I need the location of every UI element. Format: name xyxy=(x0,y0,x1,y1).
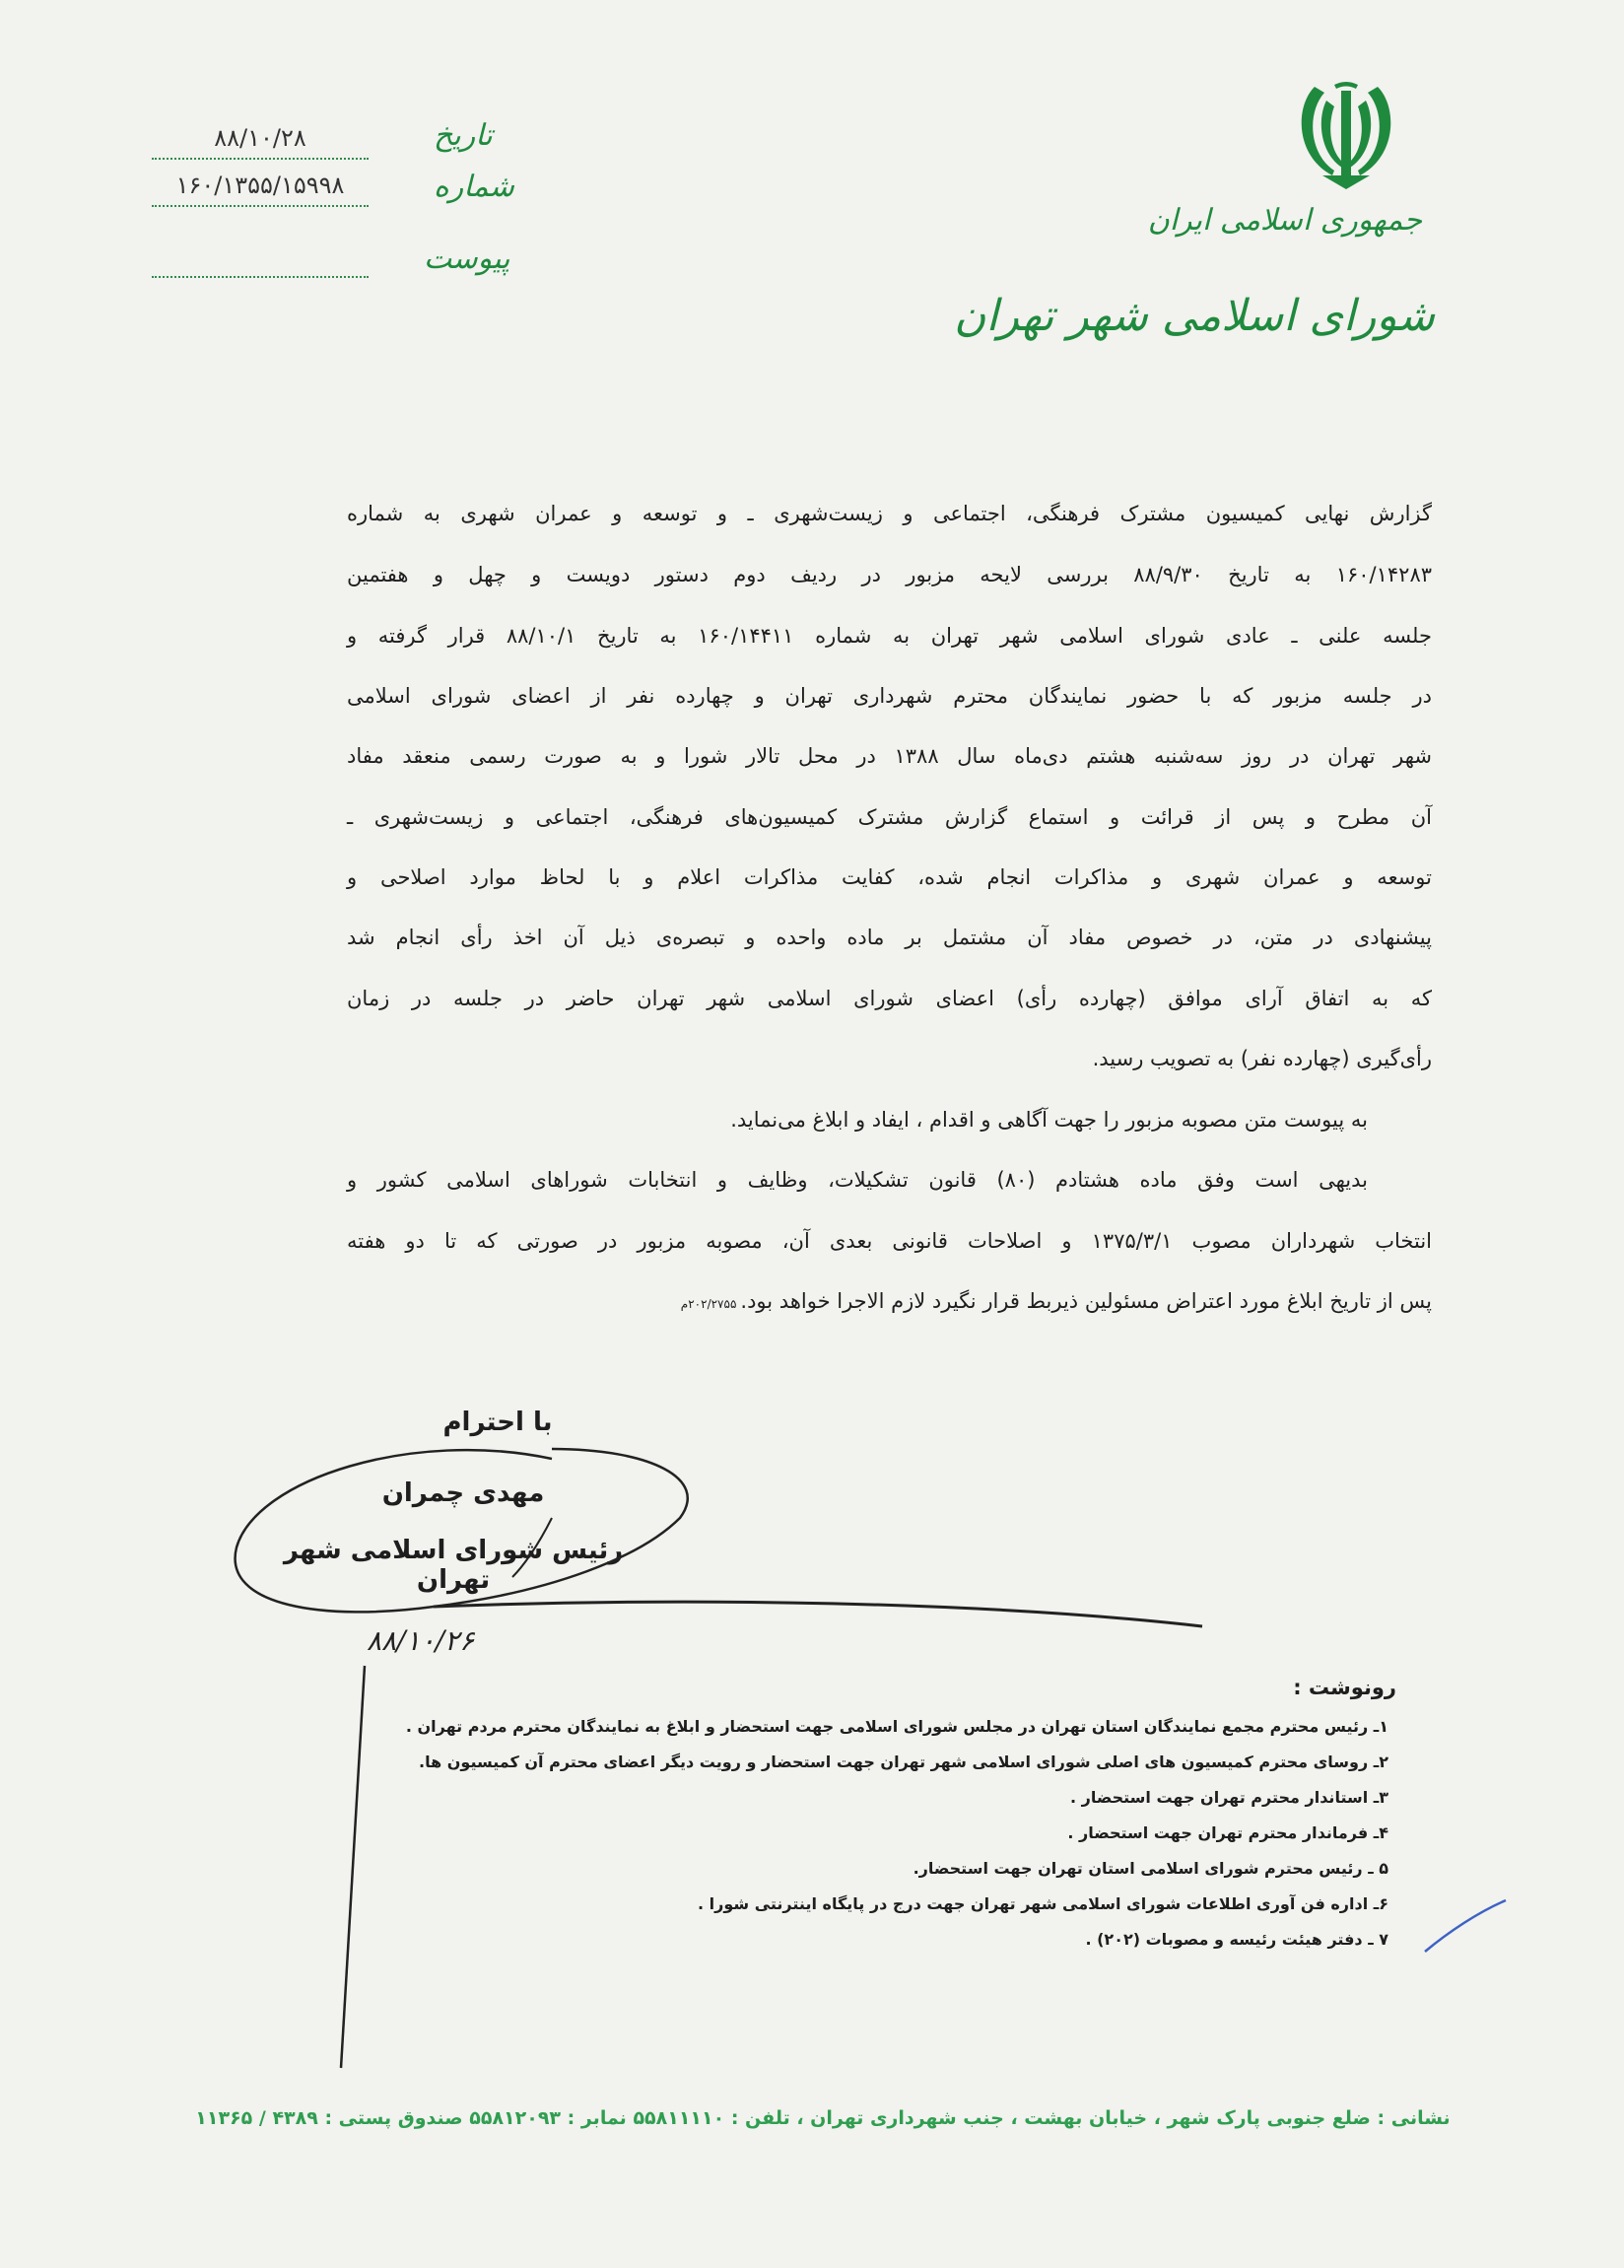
number-value: ۱۶۰/۱۳۵۵/۱۵۹۹۸ xyxy=(152,172,369,207)
copy-item: ۶ـ اداره فن آوری اطلاعات شورای اسلامی شهر تهران جهت درج در پایگاه اینترنتی شورا . xyxy=(698,1894,1388,1913)
copy-item: ۴ـ فرماندار محترم تهران جهت استحضار . xyxy=(1067,1823,1388,1842)
closing-text: با احترام xyxy=(442,1408,553,1437)
attachment-label: پیوست xyxy=(424,241,510,276)
organization-name: شورای اسلامی شهر تهران xyxy=(954,291,1435,341)
date-label: تاریخ xyxy=(434,118,493,153)
date-value: ۸۸/۱۰/۲۸ xyxy=(152,124,369,160)
body-line: ۱۶۰/۱۴۲۸۳ به تاریخ ۸۸/۹/۳۰ بررسی لایحه مزبور در ردیف دوم دستور دویست و چهل و هفتمین xyxy=(347,563,1432,586)
copies-heading: رونوشت : xyxy=(1293,1676,1396,1699)
body-line: بدیهی است وفق ماده هشتادم (۸۰) قانون تشکیلات، وظایف و انتخابات شوراهای اسلامی کشور و xyxy=(347,1168,1369,1192)
body-line: به پیوست متن مصوبه مزبور را جهت آگاهی و اقدام ، ایفاد و ابلاغ می‌نماید. xyxy=(730,1108,1368,1132)
copy-item: ۷ ـ دفتر هیئت رئیسه و مصوبات (۲۰۲) . xyxy=(1085,1930,1388,1949)
country-name: جمهوری اسلامی ایران xyxy=(1147,203,1422,238)
handwritten-date: ۸۸/۱۰/۲۶ xyxy=(367,1624,475,1657)
body-line: شهر تهران در روز سه‌شنبه هشتم دی‌ماه سال ۱۳۸۸ در محل تالار شورا و به صورت رسمی منعقد مفاد xyxy=(347,744,1432,768)
body-line: انتخاب شهرداران مصوب ۱۳۷۵/۳/۱ و اصلاحات قانونی بعدی آن، مصوبه مزبور در صورتی که تا دو هفته xyxy=(347,1229,1432,1253)
reference-code: ۲۰۲/۲۷۵۵م xyxy=(680,1297,737,1311)
body-line: آن مطرح و پس از قرائت و استماع گزارش مشترک کمیسیون‌های فرهنگی، اجتماعی و زیست‌شهری ـ xyxy=(347,805,1432,829)
body-line: توسعه و عمران شهری و مذاکرات انجام شده، کفایت مذاکرات اعلام و با لحاظ موارد اصلاحی و xyxy=(347,865,1432,889)
body-line: که به اتفاق آرای موافق (چهارده رأی) اعضای شورای اسلامی شهر تهران حاضر در جلسه در زمان xyxy=(347,987,1432,1010)
copy-item: ۲ـ روسای محترم کمیسیون های اصلی شورای اسلامی شهر تهران جهت استحضار و رویت دیگر اعضای محترم آن کمیسیون ها. xyxy=(419,1753,1388,1771)
number-label: شماره xyxy=(434,170,514,204)
copy-item: ۱ـ رئیس محترم مجمع نمایندگان استان تهران در مجلس شورای اسلامی جهت استحضار و ابلاغ به نمایندگان محترم مردم تهران . xyxy=(405,1717,1388,1736)
body-line: جلسه علنی ـ عادی شورای اسلامی شهر تهران به شماره ۱۶۰/۱۴۴۱۱ به تاریخ ۸۸/۱۰/۱ قرار گرفته و xyxy=(347,624,1432,648)
signatory-title: رئیس شورای اسلامی شهر تهران xyxy=(283,1536,624,1595)
copy-item: ۳ـ استاندار محترم تهران جهت استحضار . xyxy=(1069,1788,1388,1807)
body-line: گزارش نهایی کمیسیون مشترک فرهنگی، اجتماعی و زیست‌شهری ـ و توسعه و عمران شهری به شماره xyxy=(347,502,1432,525)
signatory-name: مهدی چمران xyxy=(381,1478,545,1508)
body-line: پیشنهادی در متن، در خصوص مفاد آن مشتمل بر ماده واحده و تبصره‌ی ذیل آن اخذ رأی انجام شد xyxy=(347,926,1432,949)
body-line: رأی‌گیری (چهارده نفر) به تصویب رسید. xyxy=(1092,1047,1432,1070)
body-last-line-text: پس از تاریخ ابلاغ مورد اعتراض مسئولین ذیربط قرار نگیرد لازم الاجرا خواهد بود. xyxy=(740,1289,1432,1313)
body-line: در جلسه مزبور که با حضور نمایندگان محترم شهرداری تهران و چهارده نفر از اعضای شورای اسلامی xyxy=(347,684,1432,708)
footer-address: نشانی : ضلع جنوبی پارک شهر ، خیابان بهشت ، جنب شهرداری تهران ، تلفن : ۵۵۸۱۱۱۱۰ نمابر : ۵۵۸۱۲۰۹۳ صندوق پستی : ۴۳۸۹ / ۱۱۳۶۵ xyxy=(195,2107,1451,2129)
copy-item: ۵ ـ رئیس محترم شورای اسلامی استان تهران جهت استحضار. xyxy=(913,1859,1388,1878)
